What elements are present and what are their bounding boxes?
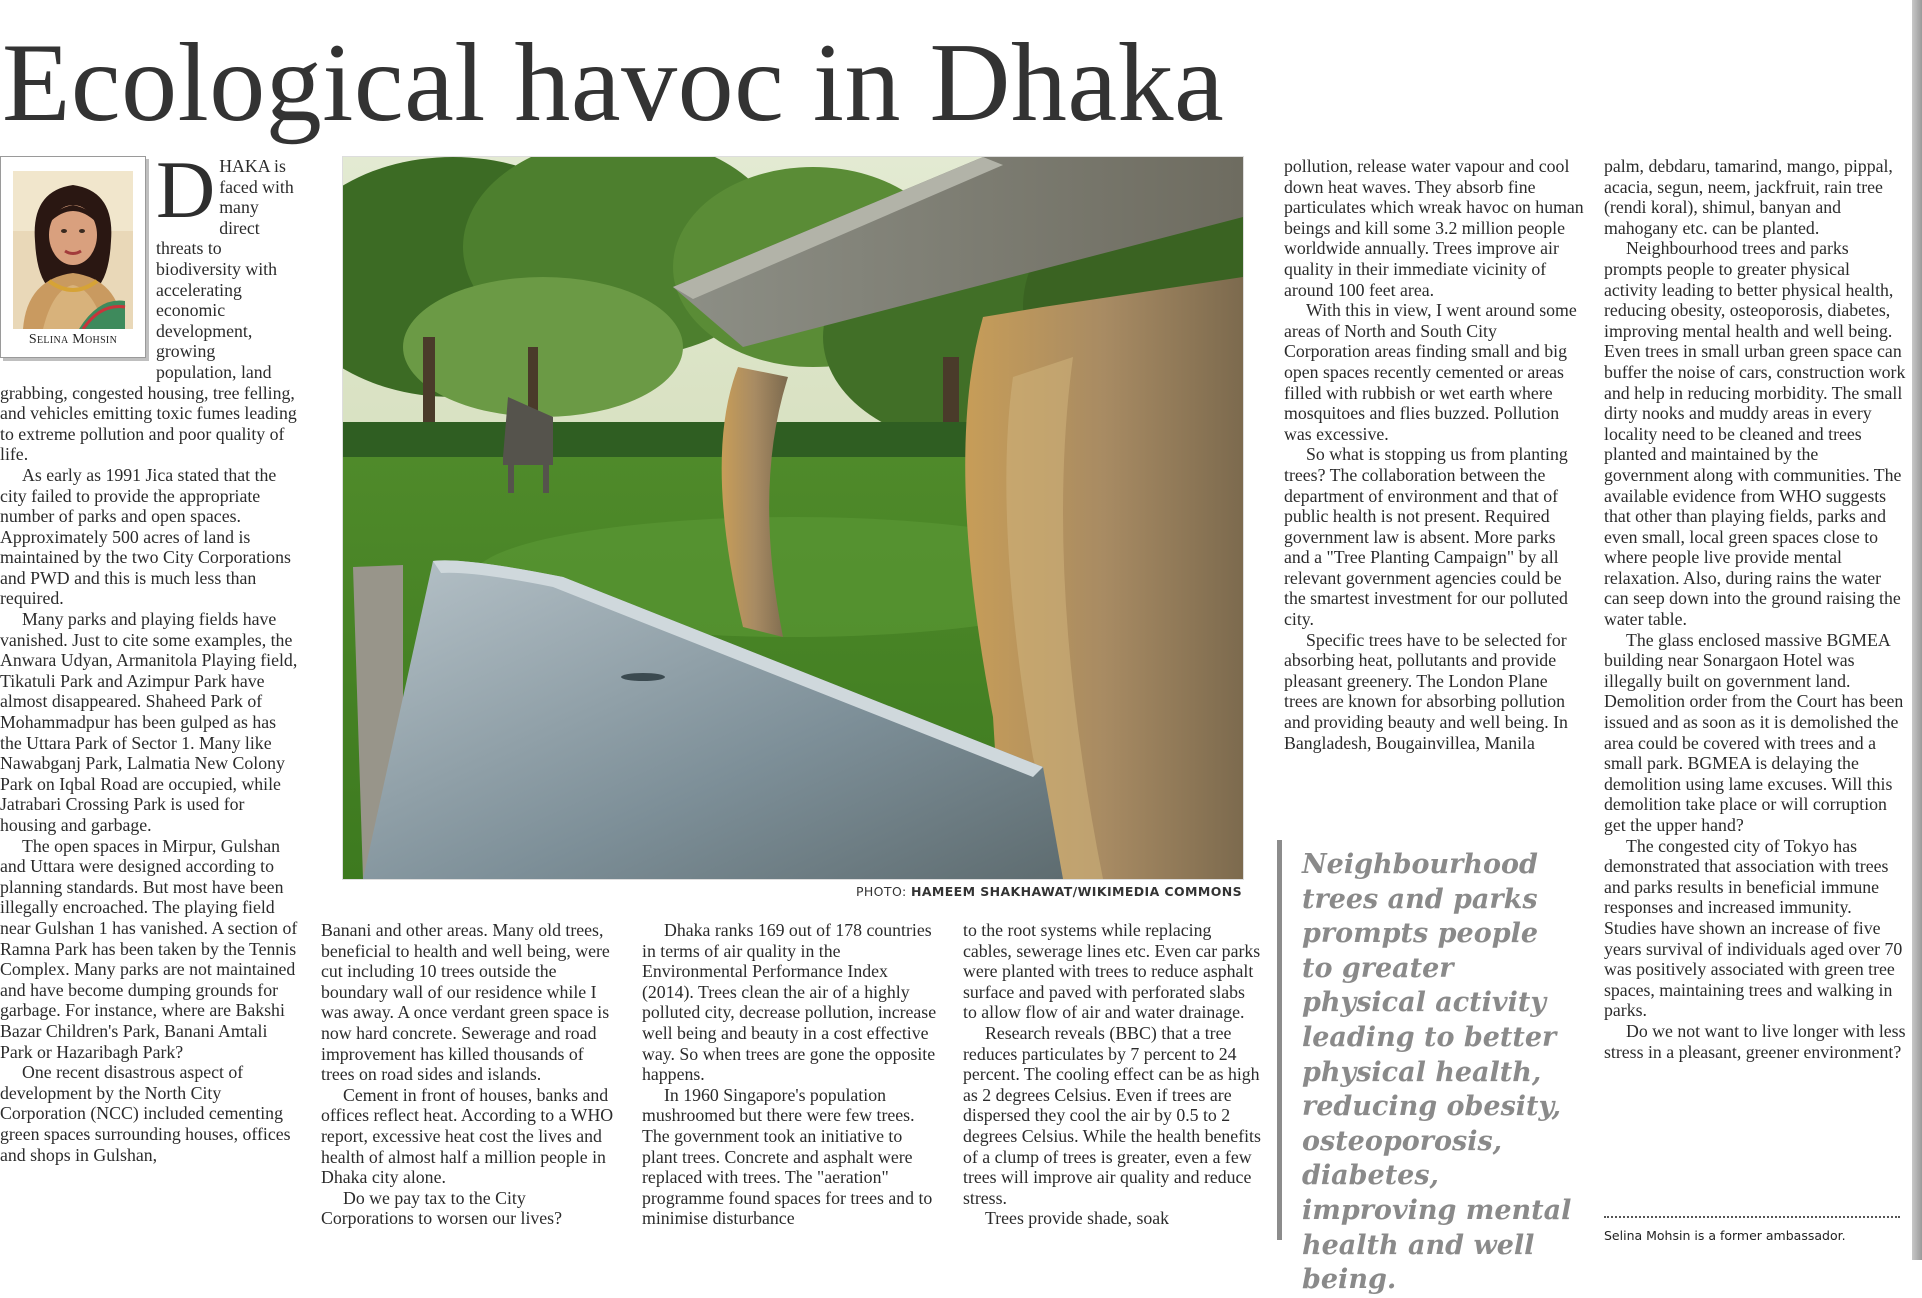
col1-paragraph-1: HAKA is faced with many direct threats to biodiversity with accelerating economic development, growing population, land grabbing, congested housing, tree felling, and vehicles emitting toxic fumes leading to extreme pollution and poor quality of life. — [0, 156, 297, 465]
col6-paragraph-2: Neighbourhood trees and parks prompts people to greater physical activity leading to better physical health, reducing obesity, osteoporosis, diabetes, improving mental health and well being. Even trees in small urban green space can buffer the noise of cars, construction work and help in reducing morbidity. The small dirty nooks and muddy areas in every locality need to be cleaned and trees planted and maintained by the government along with communities. The available evidence from WHO suggests that other than playing fields, parks and even small, local green spaces close to where people live provide mental relaxation. Also, during rains the water can seep down into the ground raising the water table. — [1604, 238, 1906, 630]
col5-paragraph-2: With this in view, I went around some areas of North and South City Corporation areas finding small and big open spaces recently cemented or areas filled with rubbish or wet earth where mosquitoes and flies buzzed. Pollution was excessive. — [1284, 300, 1577, 444]
author-box — [0, 156, 146, 358]
photo-credit-source: HAMEEM SHAKHAWAT/WIKIMEDIA COMMONS — [910, 884, 1242, 899]
bench-photo — [342, 156, 1244, 880]
column-5 — [1284, 156, 1584, 753]
col1-paragraph-3: Many parks and playing fields have vanished. Just to cite some examples, the Anwara Udyan, Armanitola Playing field, Tikatuli Park and Azimpur Park have almost disappeared. Shaheed Park of Mohammadpur has been gulped as has the Uttara Park of Sector 1. Many like Nawabganj Park, Lalmatia New Colony Park on Iqbal Road are occupied, while Jatrabari Crossing Park is used for housing and garbage. — [0, 609, 298, 835]
photo-credit-prefix: PHOTO: — [855, 884, 911, 899]
bio-divider — [1604, 1216, 1900, 1218]
col4-paragraph-3: Trees provide shade, soak — [985, 1208, 1170, 1229]
column-2 — [321, 920, 621, 1229]
column-4 — [963, 920, 1263, 1229]
photo-credit — [342, 884, 1242, 899]
col6-paragraph-1: palm, debdaru, tamarind, mango, pippal, acacia, segun, neem, jackfruit, rain tree (rendi koral), shimul, banyan and mahogany etc. can be planted. — [1604, 156, 1893, 238]
column-6 — [1604, 156, 1906, 1062]
headline: Ecological havoc in Dhaka — [2, 21, 1225, 145]
col6-paragraph-4: The congested city of Tokyo has demonstrated that association with trees and parks results in beneficial immune responses and increased immunity. Studies have shown an increase of five years survival of individuals aged over 70 was positively associated with green tree spaces, maintaining trees and walking in parks. — [1604, 835, 1903, 1021]
col1-paragraph-5: One recent disastrous aspect of development by the North City Corporation (NCC) included cementing green spaces surrounding houses, offices and shops in Gulshan, — [0, 1062, 291, 1165]
column-3 — [642, 920, 942, 1229]
col1-paragraph-4: The open spaces in Mirpur, Gulshan and Uttara were designed according to planning standards. But most have been illegally encroached. The playing field near Gulshan 1 has vanished. A section of Ramna Park has been taken by the Tennis Complex. Many parks are not maintained and have become dumping grounds for garbage. For instance, where are Bakshi Bazar Children's Park, Banani Amtali Park or Hazaribagh Park? — [0, 835, 298, 1062]
col2-paragraph-2: Cement in front of houses, banks and offices reflect heat. According to a WHO report, excessive heat cost the lives and health of almost half a million people in Dhaka city alone. — [321, 1084, 614, 1188]
pullquote: Neighbourhood trees and parks prompts people to greater physical activity leading to better physical health, reducing obesity, osteoporosis, diabetes, improving mental health and well being. — [1302, 849, 1572, 1296]
col5-paragraph-4: Specific trees have to be selected for absorbing heat, pollutants and provide pleasant greenery. The London Plane trees are known for absorbing pollution and providing beauty and well being. In Bangladesh, Bougainvillea, Manila — [1284, 629, 1568, 753]
col1-paragraph-2: As early as 1991 Jica stated that the city failed to provide the appropriate number of parks and open spaces. Approximately 500 acres of land is maintained by the two City Corporations and PWD and this is much less than required. — [0, 464, 291, 609]
drop-cap: D — [156, 144, 216, 235]
author-photo — [13, 171, 133, 329]
col2-paragraph-3: Do we pay tax to the City Corporations to worsen our lives? — [321, 1187, 562, 1229]
col3-paragraph-1: Dhaka ranks 169 out of 178 countries in terms of air quality in the Environmental Performance Index (2014). Trees clean the air of a highly polluted city, decrease pollution, increase well being and beauty in a cost effective way. So when trees are gone the opposite happens. — [642, 920, 937, 1085]
col4-paragraph-2: Research reveals (BBC) that a tree reduces particulates by 7 percent to 24 percent. The cooling effect can be as high as 2 degrees Celsius. Even if trees are dispersed they cool the air by 0.5 to 2 degrees Celsius. While the health benefits of a clump of trees is greater, even a few trees will improve air quality and reduce stress. — [963, 1022, 1261, 1208]
author-bio: Selina Mohsin is a former ambassador. — [1604, 1228, 1846, 1243]
col3-paragraph-2: In 1960 Singapore's population mushroomed but there were few trees. The government took an initiative to plant trees. Concrete and asphalt were replaced with trees. The "aeration" programme found spaces for trees and to minimise disturbance — [642, 1084, 933, 1229]
page-edge — [1912, 0, 1922, 1260]
pullquote-rule — [1277, 840, 1282, 1240]
author-name: Selina Mohsin — [28, 332, 118, 348]
col6-paragraph-3: The glass enclosed massive BGMEA building near Sonargaon Hotel was illegally built on government land. Demolition order from the Court has been issued and as soon as it is demolished the area could be covered with trees and a small park. BGMEA is delaying the demolition using lame excuses. Will this demolition take place or will corruption get the upper hand? — [1604, 629, 1904, 835]
col5-paragraph-3: So what is stopping us from planting trees? The collaboration between the department of environment and that of public health is not present. Required government law is absent. More parks and a "Tree Planting Campaign" by all relevant government agencies could be the smartest investment for our polluted city. — [1284, 444, 1568, 630]
col4-paragraph-1: to the root systems while replacing cables, sewerage lines etc. Even car parks were planted with trees to reduce asphalt surface and paved with perforated slabs to allow flow of air and water drainage. — [963, 920, 1261, 1023]
col5-paragraph-1: pollution, release water vapour and cool down heat waves. They absorb fine particulates which wreak havoc on human beings and kill some 3.2 million people worldwide annually. Trees improve air quality in their immediate vicinity of around 100 feet area. — [1284, 156, 1584, 300]
col2-paragraph-1: Banani and other areas. Many old trees, beneficial to health and well being, were cut including 10 trees outside the boundary wall of our residence while I was away. A once verdant green space is now hard concrete. Sewerage and road improvement has killed thousands of trees on road sides and islands. — [321, 920, 610, 1085]
column-1 — [0, 144, 298, 1165]
col6-paragraph-5: Do we not want to live longer with less stress in a pleasant, greener environment? — [1604, 1020, 1906, 1062]
